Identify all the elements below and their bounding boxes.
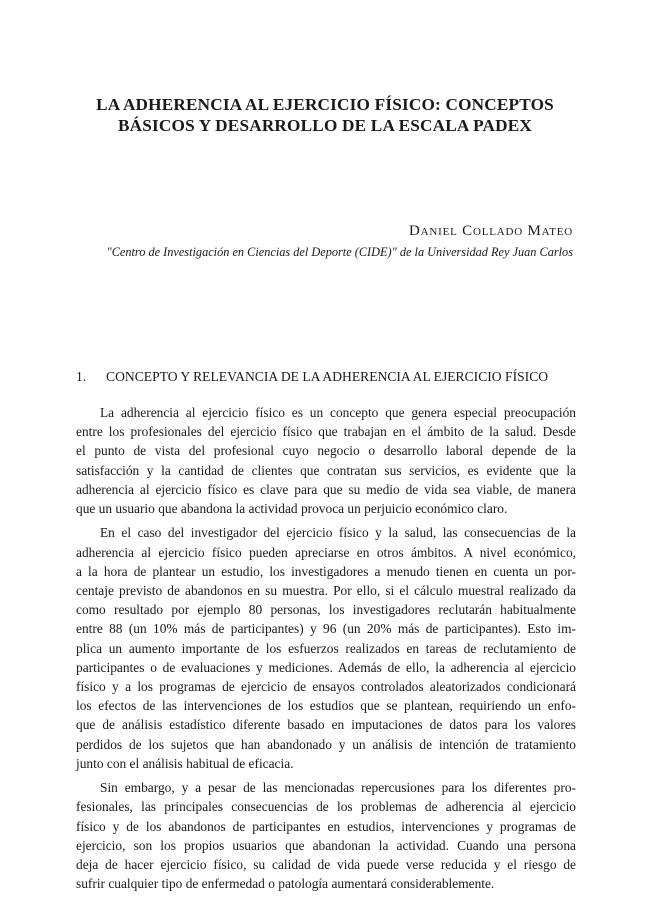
- paragraph-line: deja de hacer ejercicio físico, su calidad de vida puede verse reducida y el riesgo de: [76, 857, 576, 873]
- paragraph-line: Sin embargo, y a pesar de las mencionadas repercusiones para los diferentes pro-: [100, 780, 576, 796]
- paragraph-line: a la hora de plantear un estudio, los investigadores a menudo tienen en cuenta un por-: [76, 563, 576, 579]
- paragraph-line: plica un aumento importante de los esfuerzos realizados en tareas de reclutamiento de: [76, 640, 576, 656]
- paragraph: [76, 778, 576, 893]
- paragraph: [76, 523, 576, 773]
- body-text: [76, 403, 576, 899]
- paragraph-line: fesionales, las principales consecuencias de los problemas de adherencia al ejercicio: [76, 799, 576, 815]
- section-title: CONCEPTO Y RELEVANCIA DE LA ADHERENCIA AL EJERCICIO FÍSICO: [106, 369, 549, 384]
- paragraph-line: En el caso del investigador del ejercicio físico y la salud, las consecuencias de la: [100, 525, 576, 541]
- author-name: Daniel Collado Mateo: [409, 223, 573, 239]
- paragraph-line: adherencia al ejercicio físico es clave para que su medio de vida sea viable, de manera: [76, 481, 576, 497]
- paragraph-line: físico y a los programas de ejercicio de ensayos controlados aleatorizados condicionará: [76, 679, 576, 695]
- paragraph-line: adherencia al ejercicio físico pueden apreciarse en otros ámbitos. A nivel económico,: [76, 544, 576, 560]
- paragraph-line: La adherencia al ejercicio físico es un concepto que genera especial preocupación: [100, 405, 576, 420]
- paragraph: [76, 403, 576, 518]
- paragraph-line: participantes o de evaluaciones y mediciones. Además de ello, la adherencia al ejercicio: [76, 659, 576, 675]
- paragraph-line: físico y de los abandonos de participantes en estudios, intervenciones y programas de: [76, 818, 576, 834]
- author-affiliation: "Centro de Investigación en Ciencias del Deporte (CIDE)" de la Universidad Rey Juan Carlos: [106, 245, 573, 259]
- paragraph-line: los efectos de las intervenciones de los estudios que se plantean, requiriendo un enfo-: [76, 698, 576, 714]
- paragraph-line: ejercicio, son los propios usuarios que abandonan la actividad. Cuando una persona: [76, 837, 576, 853]
- paragraph-line: que de análisis estadístico diferente basado en imputaciones de datos para los valores: [76, 717, 576, 733]
- paragraph-line: sufrir cualquier tipo de enfermedad o patología aumentará considerablemente.: [76, 876, 495, 892]
- section-heading: [76, 369, 576, 385]
- paragraph-line: que un usuario que abandona la actividad provoca un perjuicio económico claro.: [76, 501, 508, 517]
- paragraph-line: satisfacción y la cantidad de clientes que contratan sus servicios, es evidente que la: [76, 462, 576, 478]
- paragraph-line: entre 88 (un 10% más de participantes) y 96 (un 20% más de participantes). Esto im-: [76, 621, 576, 637]
- paragraph-line: el punto de vista del profesional cuyo negocio o desarrollo laboral depende de la: [76, 443, 576, 459]
- section-number: 1.: [76, 369, 87, 384]
- title-line: LA ADHERENCIA AL EJERCICIO FÍSICO: CONCEPTOS: [96, 95, 554, 114]
- paragraph-line: como resultado por ejemplo 80 personas, los investigadores reclutarán habitualmente: [76, 602, 576, 618]
- paragraph-line: centaje previsto de abandonos en su muestra. Por ello, si el cálculo muestral realizado da: [76, 583, 576, 599]
- paragraph-line: junto con el análisis habitual de eficacia.: [76, 755, 294, 771]
- title-line: BÁSICOS Y DESARROLLO DE LA ESCALA PADEX: [117, 116, 533, 135]
- paragraph-line: perdidos de los sujetos que han abandonado y un análisis de intención de tratamiento: [76, 736, 576, 752]
- document-title: [60, 94, 590, 136]
- paragraph-line: entre los profesionales del ejercicio físico que trabajan en el ámbito de la salud. Desde: [76, 424, 576, 440]
